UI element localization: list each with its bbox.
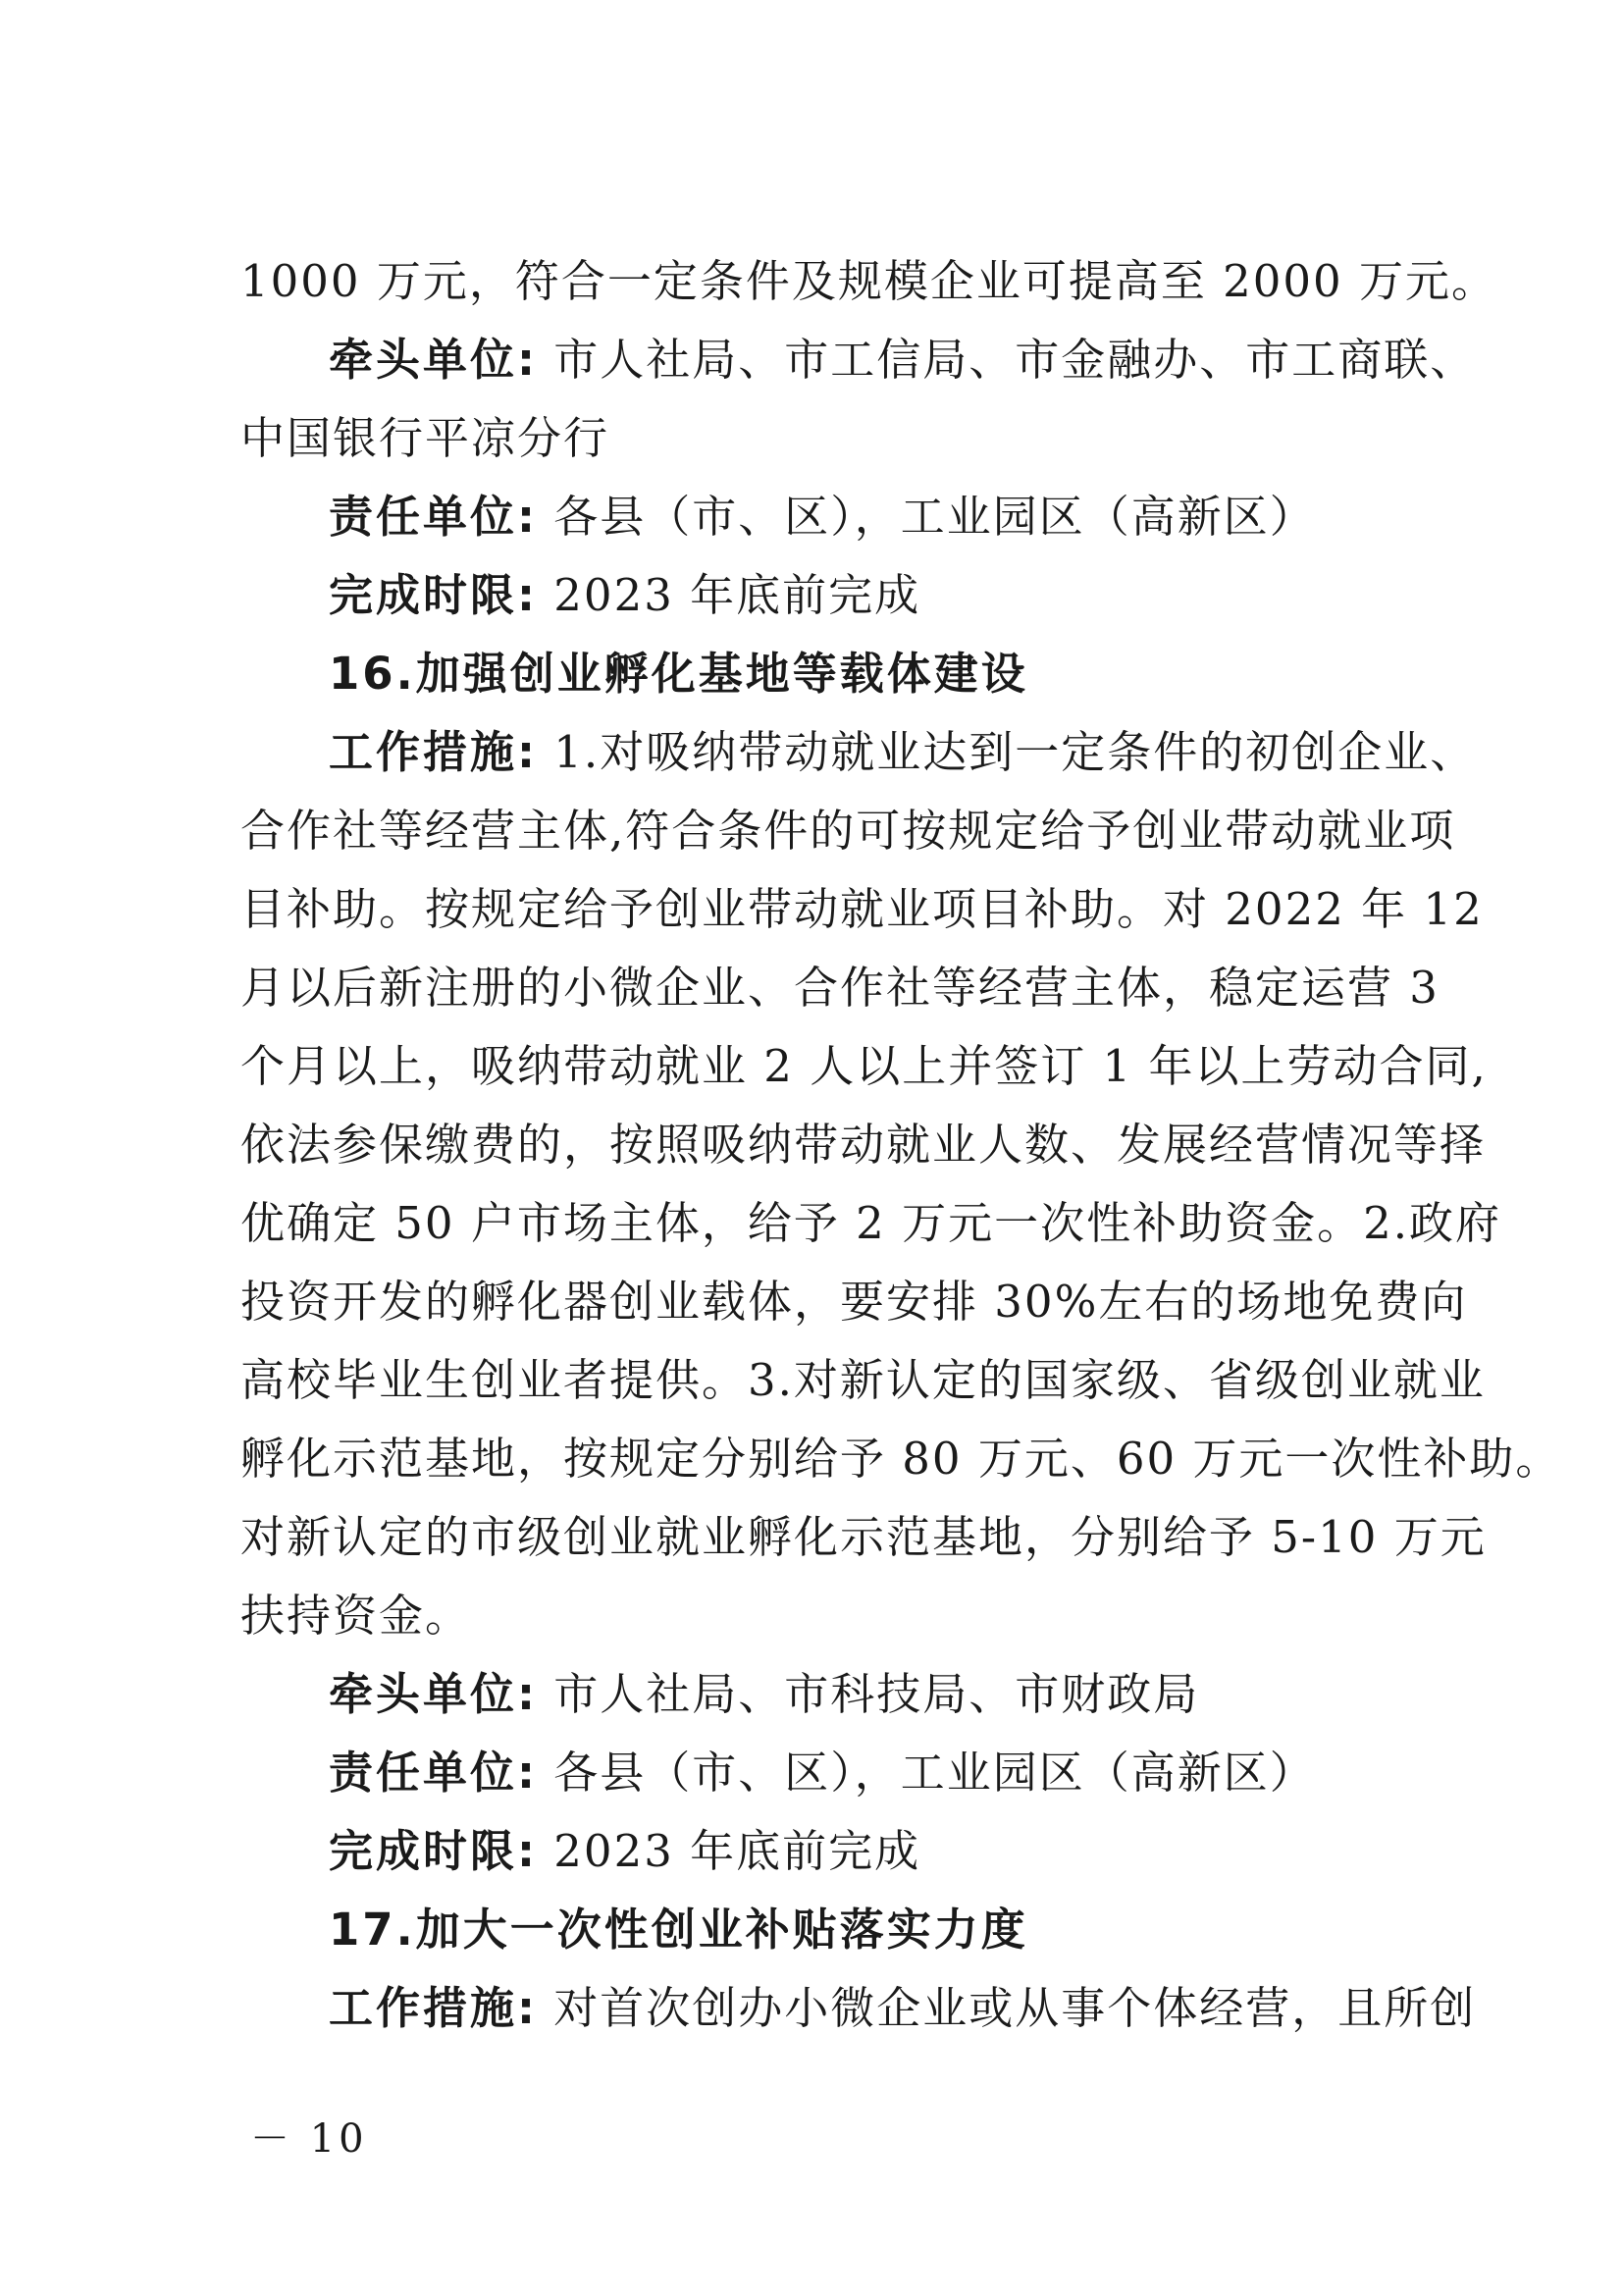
lead-unit-line xyxy=(329,1655,1496,1734)
page-number: － 10 xyxy=(250,2116,368,2162)
lead-unit-line xyxy=(329,321,1496,399)
field-label: 工作措施: xyxy=(329,726,538,778)
body-line: 1000 万元，符合一定条件及规模企业可提高至 2000 万元。 xyxy=(240,255,1497,307)
field-value: 各县（市、区），工业园区（高新区） xyxy=(538,1747,1316,1799)
field-label: 责任单位: xyxy=(329,491,538,543)
field-value: 对首次创办小微企业或从事个体经营，且所创 xyxy=(538,1982,1477,2034)
section-heading: 16.加强创业孵化基地等载体建设 xyxy=(329,648,1028,700)
field-label: 工作措施: xyxy=(329,1982,538,2034)
field-label: 牵头单位: xyxy=(329,1668,538,1720)
field-label: 完成时限: xyxy=(329,569,538,621)
body-line: 优确定 50 户市场主体，给予 2 万元一次性补助资金。2.政府 xyxy=(240,1197,1502,1249)
field-value: 2023 年底前完成 xyxy=(538,1825,921,1877)
body-line: 对新认定的市级创业就业孵化示范基地，分别给予 5-10 万元 xyxy=(240,1511,1487,1563)
measures-line xyxy=(329,713,1496,792)
body-line: 目补助。按规定给予创业带动就业项目补助。对 2022 年 12 xyxy=(240,883,1484,935)
body-line: 扶持资金。 xyxy=(240,1590,472,1642)
field-value: 市人社局、市科技局、市财政局 xyxy=(538,1668,1200,1720)
field-value: 1.对吸纳带动就业达到一定条件的初创企业、 xyxy=(538,726,1477,778)
field-value: 各县（市、区），工业园区（高新区） xyxy=(538,491,1316,543)
field-value: 市人社局、市工信局、市金融办、市工商联、 xyxy=(538,334,1477,386)
responsible-unit-line xyxy=(329,1734,1496,1812)
section-heading: 17.加大一次性创业补贴落实力度 xyxy=(329,1904,1028,1956)
body-line: 孵化示范基地，按规定分别给予 80 万元、60 万元一次性补助。 xyxy=(240,1433,1562,1485)
responsible-unit-line xyxy=(329,478,1496,556)
deadline-line xyxy=(329,1812,1496,1891)
field-value: 2023 年底前完成 xyxy=(538,569,921,621)
field-label: 完成时限: xyxy=(329,1825,538,1877)
body-line: 个月以上，吸纳带动就业 2 人以上并签订 1 年以上劳动合同, xyxy=(240,1040,1488,1092)
field-label: 牵头单位: xyxy=(329,334,538,386)
measures-line xyxy=(329,1969,1496,2048)
body-line: 中国银行平凉分行 xyxy=(240,412,610,464)
body-line: 月以后新注册的小微企业、合作社等经营主体，稳定运营 3 xyxy=(240,962,1440,1014)
body-line: 高校毕业生创业者提供。3.对新认定的国家级、省级创业就业 xyxy=(240,1354,1486,1406)
field-label: 责任单位: xyxy=(329,1747,538,1799)
body-line: 合作社等经营主体,符合条件的可按规定给予创业带动就业项 xyxy=(240,805,1456,857)
body-line: 投资开发的孵化器创业载体，要安排 30%左右的场地免费向 xyxy=(240,1276,1468,1328)
body-line: 依法参保缴费的，按照吸纳带动就业人数、发展经营情况等择 xyxy=(240,1119,1487,1171)
deadline-line xyxy=(329,556,1496,635)
